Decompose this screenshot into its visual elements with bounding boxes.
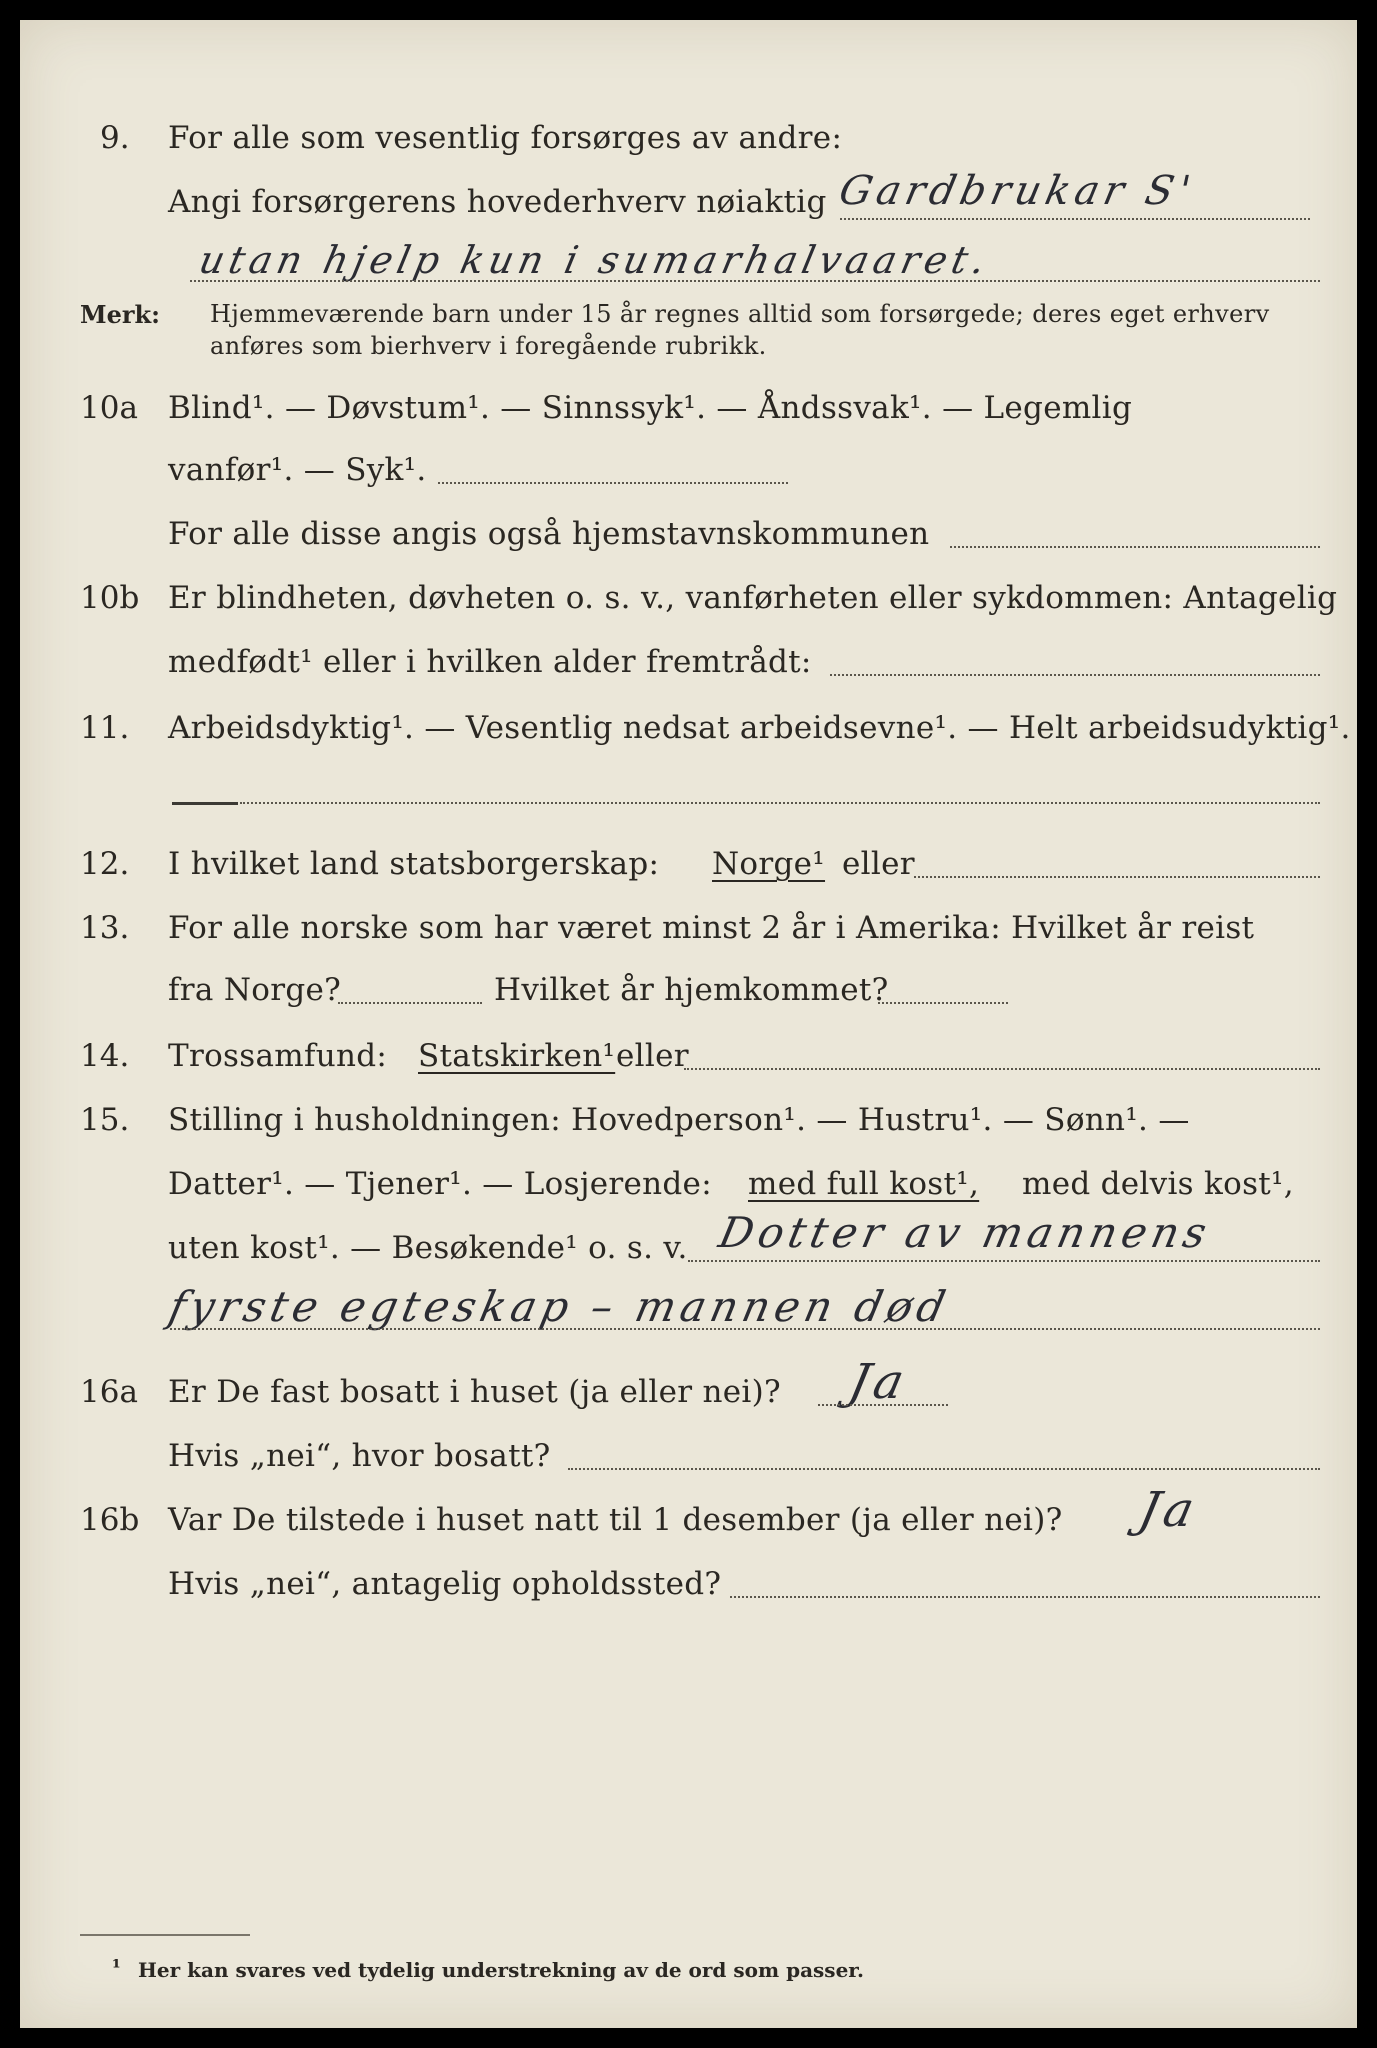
q15-line2a: Datter¹. — Tjener¹. — Losjerende:: [168, 1166, 712, 1202]
footnote-rule: [80, 1934, 250, 1936]
q10b-line1: Er blindheten, døvheten o. s. v., vanførheten eller sykdommen: Antagelig: [168, 580, 1338, 616]
q15-answer-line1-dots: [688, 1260, 1320, 1262]
q16a-number: 16a: [80, 1374, 138, 1410]
q9-answer-line1: Gardbrukar S': [835, 168, 1200, 214]
q15-answer-line2-dots: [170, 1328, 1320, 1330]
q16a-line1: Er De fast bosatt i huset (ja eller nei)?: [168, 1374, 781, 1410]
q10b-dots: [830, 674, 1320, 676]
q10b-number: 10b: [80, 580, 140, 616]
q16a-answer: Ja: [844, 1354, 914, 1410]
merk-note-line2: anføres som bierhverv i foregående rubrikk.: [210, 332, 767, 360]
q9-question-line2: Angi forsørgerens hovederhverv nøiaktig: [168, 184, 827, 220]
q10a-syk-dots: [438, 482, 788, 484]
merk-note-line1: Hjemmeværende barn under 15 år regnes alltid som forsørgede; deres eget erhverv: [210, 300, 1270, 328]
q15-line2c: med delvis kost¹,: [1022, 1166, 1294, 1202]
q16b-opholdssted-dots: [730, 1596, 1320, 1598]
q12-number: 12.: [80, 846, 130, 882]
q15-answer-line1: Dotter av mannens: [714, 1208, 1216, 1257]
q12-suffix: eller: [842, 846, 915, 882]
census-form-page: [20, 20, 1357, 2028]
footnote-mark: ¹: [112, 1955, 121, 1979]
q16a-bosatt-dots: [568, 1468, 1320, 1470]
q16b-line1: Var De tilstede i huset natt til 1 desember (ja eller nei)?: [168, 1502, 1063, 1538]
merk-label: Merk:: [80, 300, 160, 329]
q9-answer-line2: utan hjelp kun i sumarhalvaaret.: [195, 238, 995, 282]
q14-suffix: eller: [616, 1038, 689, 1074]
q15-number: 15.: [80, 1102, 130, 1138]
q14-statskirken-underlined: Statskirken¹: [418, 1038, 616, 1074]
q15-line3: uten kost¹. — Besøkende¹ o. s. v.: [168, 1230, 688, 1266]
q16a-line2: Hvis „nei“, hvor bosatt?: [168, 1438, 551, 1474]
q10a-hjemstavn-dots: [950, 546, 1320, 548]
q12-prefix: I hvilket land statsborgerskap:: [168, 846, 660, 882]
q11-line1: Arbeidsdyktig¹. — Vesentlig nedsat arbeidsevne¹. — Helt arbeidsudyktig¹.: [168, 710, 1351, 746]
q9-answer-line2-dots: [190, 280, 1320, 282]
q12-dots: [914, 876, 1320, 878]
q10a-line2: vanfør¹. — Syk¹.: [168, 452, 427, 488]
q15-line1: Stilling i husholdningen: Hovedperson¹. — Hustru¹. — Sønn¹. —: [168, 1102, 1190, 1138]
q13-line2a: fra Norge?: [168, 972, 342, 1008]
q16a-answer-dots: [818, 1404, 948, 1406]
q10b-line2: medfødt¹ eller i hvilken alder fremtrådt:: [168, 644, 812, 680]
q13-number: 13.: [80, 910, 130, 946]
q11-number: 11.: [80, 710, 130, 746]
q11-dots: [240, 802, 1320, 804]
q12-norge-underlined: Norge¹: [712, 846, 826, 882]
q10a-number: 10a: [80, 390, 138, 426]
q15-answer-line2: fyrste egteskap – mannen død: [164, 1282, 955, 1331]
q14-number: 14.: [80, 1038, 130, 1074]
q14-dots: [684, 1068, 1320, 1070]
q13-reist-dots: [338, 1002, 482, 1004]
q16b-number: 16b: [80, 1502, 140, 1538]
q13-line2b: Hvilket år hjemkommet?: [494, 972, 889, 1008]
q16b-answer: Ja: [1134, 1482, 1204, 1538]
q13-hjemkommet-dots: [878, 1002, 1008, 1004]
q16b-line2: Hvis „nei“, antagelig opholdssted?: [168, 1566, 722, 1602]
q9-number: 9.: [100, 120, 130, 156]
q9-question-line1: For alle som vesentlig forsørges av andre:: [168, 120, 843, 156]
q15-full-kost-underlined: med full kost¹,: [748, 1166, 980, 1202]
q10a-line3: For alle disse angis også hjemstavnskommunen: [168, 516, 930, 552]
q10a-line1: Blind¹. — Døvstum¹. — Sinnssyk¹. — Åndssvak¹. — Legemlig: [168, 390, 1133, 426]
q14-prefix: Trossamfund:: [168, 1038, 388, 1074]
footnote-text: Her kan svares ved tydelig understrekning av de ord som passer.: [138, 1958, 864, 1982]
q11-underline-mark: [172, 802, 238, 805]
q9-answer-line1-dots: [840, 218, 1310, 220]
q13-line1: For alle norske som har været minst 2 år i Amerika: Hvilket år reist: [168, 910, 1255, 946]
